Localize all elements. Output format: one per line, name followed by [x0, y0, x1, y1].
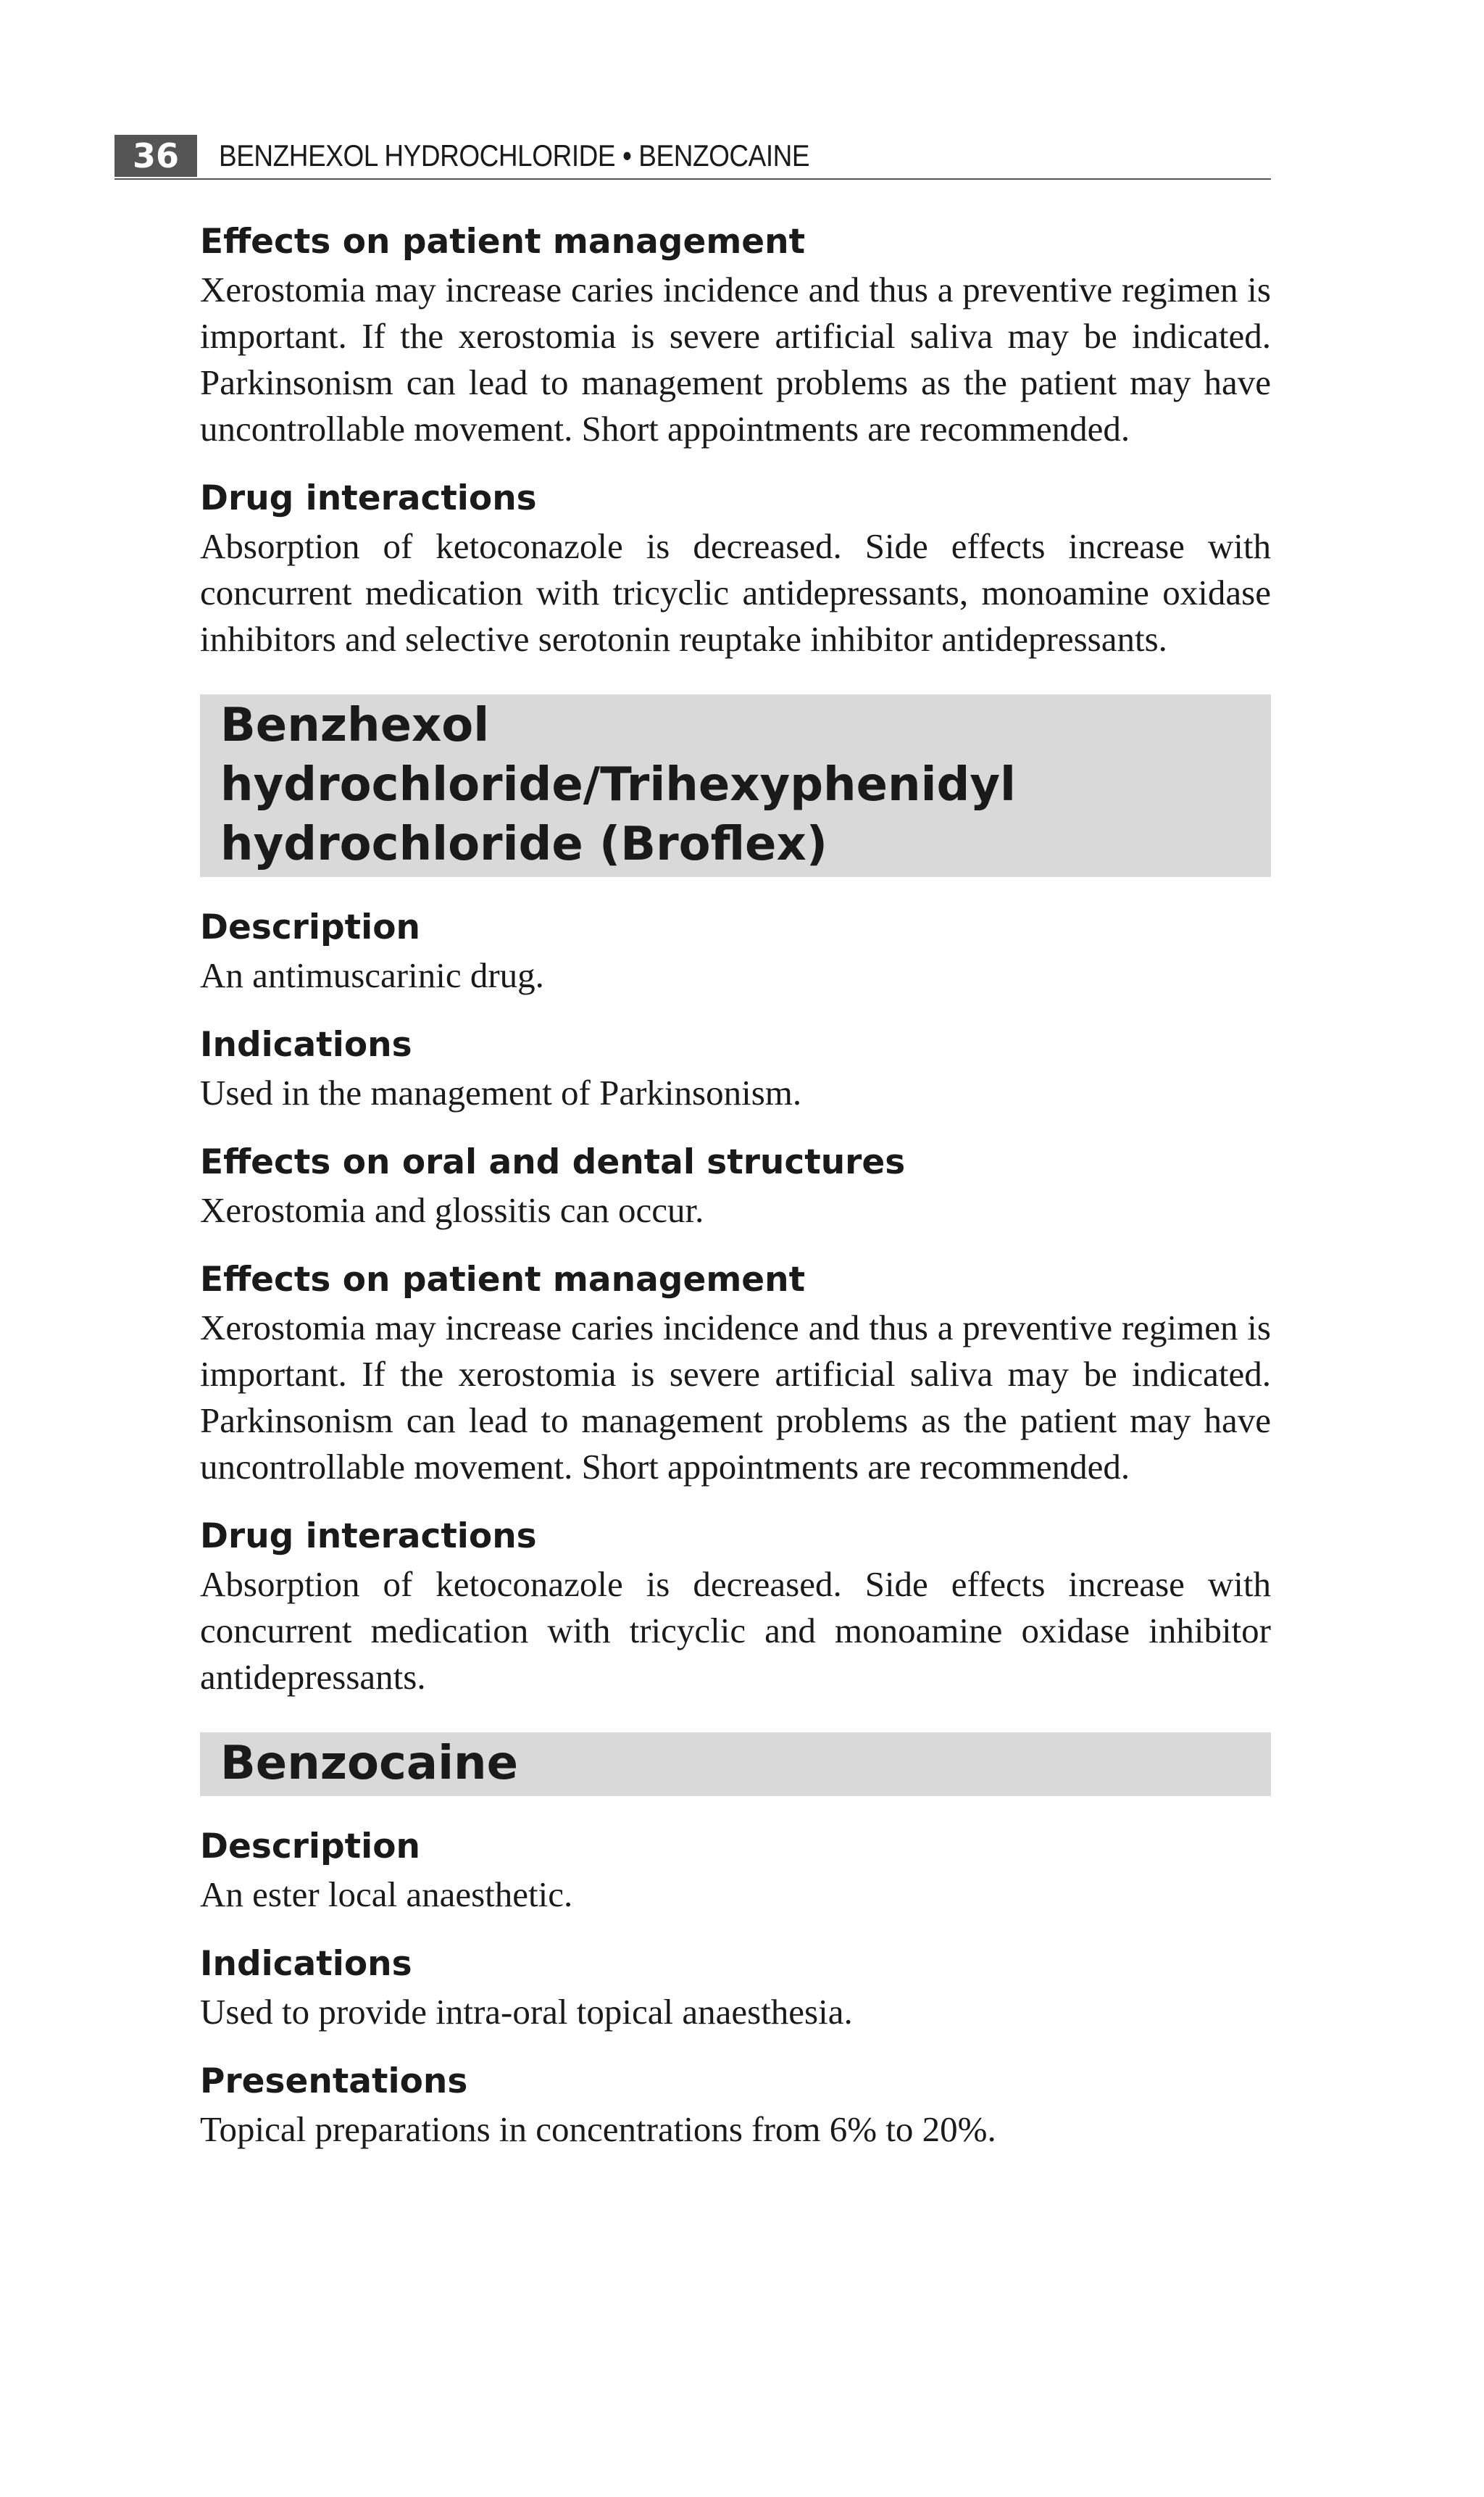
- entry-title-line: Benzhexol hydrochloride/Trihexyphenidyl: [220, 699, 1016, 812]
- section-heading: Description: [200, 1827, 420, 1866]
- benzocaine-indications-section: [200, 1940, 1271, 2035]
- section-text: Xerostomia may increase caries incidence and thus a preventive regimen is important. If the xerostomia is severe artificial saliva may be indicated. Parkinsonism can lead to management problems as the patient may have uncontrollable movement. Short appointments are recommended.: [200, 1308, 1271, 1487]
- section-text: An ester local anaesthetic.: [200, 1874, 573, 1914]
- section-heading: Drug interactions: [200, 478, 537, 518]
- benzhexol-patient-management-section: [200, 1255, 1271, 1490]
- section-heading: Indications: [200, 1025, 412, 1065]
- section-text: Absorption of ketoconazole is decreased. Side effects increase with concurrent medication with tricyclic antidepressants, monoamine oxidase inhibitors and selective serotonin reuptake inhibitor antidepressants.: [200, 526, 1271, 659]
- section-text: Topical preparations in concentrations from 6% to 20%.: [200, 2109, 996, 2149]
- section-heading: Presentations: [200, 2061, 468, 2101]
- section-text: Used to provide intra-oral topical anaesthesia.: [200, 1992, 853, 2032]
- benzhexol-description-section: [200, 903, 1271, 999]
- entry-title-line: hydrochloride (Broflex): [220, 818, 828, 871]
- benzhexol-drug-interactions-section: [200, 1512, 1271, 1700]
- entry-title: [220, 694, 1251, 877]
- section-heading: Effects on patient management: [200, 222, 806, 262]
- section-heading: Effects on patient management: [200, 1260, 806, 1300]
- entry-title-box-benzocaine: [200, 1732, 1271, 1796]
- prev-drug-interactions-section: [200, 474, 1271, 662]
- section-text: Absorption of ketoconazole is decreased. Side effects increase with concurrent medication with tricyclic and monoamine oxidase inhibitor antidepressants.: [200, 1564, 1271, 1697]
- benzhexol-indications-section: [200, 1021, 1271, 1116]
- section-heading: Indications: [200, 1944, 412, 1984]
- page-number: 36: [114, 135, 197, 177]
- entry-title: Benzocaine: [220, 1737, 518, 1790]
- entry-title-box-benzhexol: [200, 694, 1271, 877]
- section-heading: Drug interactions: [200, 1516, 537, 1556]
- section-heading: Effects on oral and dental structures: [200, 1142, 906, 1182]
- benzocaine-presentations-section: [200, 2057, 1271, 2153]
- prev-patient-management-section: [200, 217, 1271, 452]
- running-header: [114, 135, 1271, 180]
- section-heading: Description: [200, 907, 420, 947]
- section-text: Xerostomia may increase caries incidence and thus a preventive regimen is important. If the xerostomia is severe artificial saliva may be indicated. Parkinsonism can lead to management problems as the patient may have uncontrollable movement. Short appointments are recommended.: [200, 270, 1271, 449]
- benzhexol-oral-effects-section: [200, 1138, 1271, 1234]
- running-title: BENZHEXOL HYDROCHLORIDE • BENZOCAINE: [219, 138, 810, 173]
- benzocaine-description-section: [200, 1822, 1271, 1918]
- page-content: [200, 217, 1271, 2174]
- section-text: An antimuscarinic drug.: [200, 955, 544, 995]
- section-text: Xerostomia and glossitis can occur.: [200, 1190, 704, 1230]
- section-text: Used in the management of Parkinsonism.: [200, 1073, 802, 1113]
